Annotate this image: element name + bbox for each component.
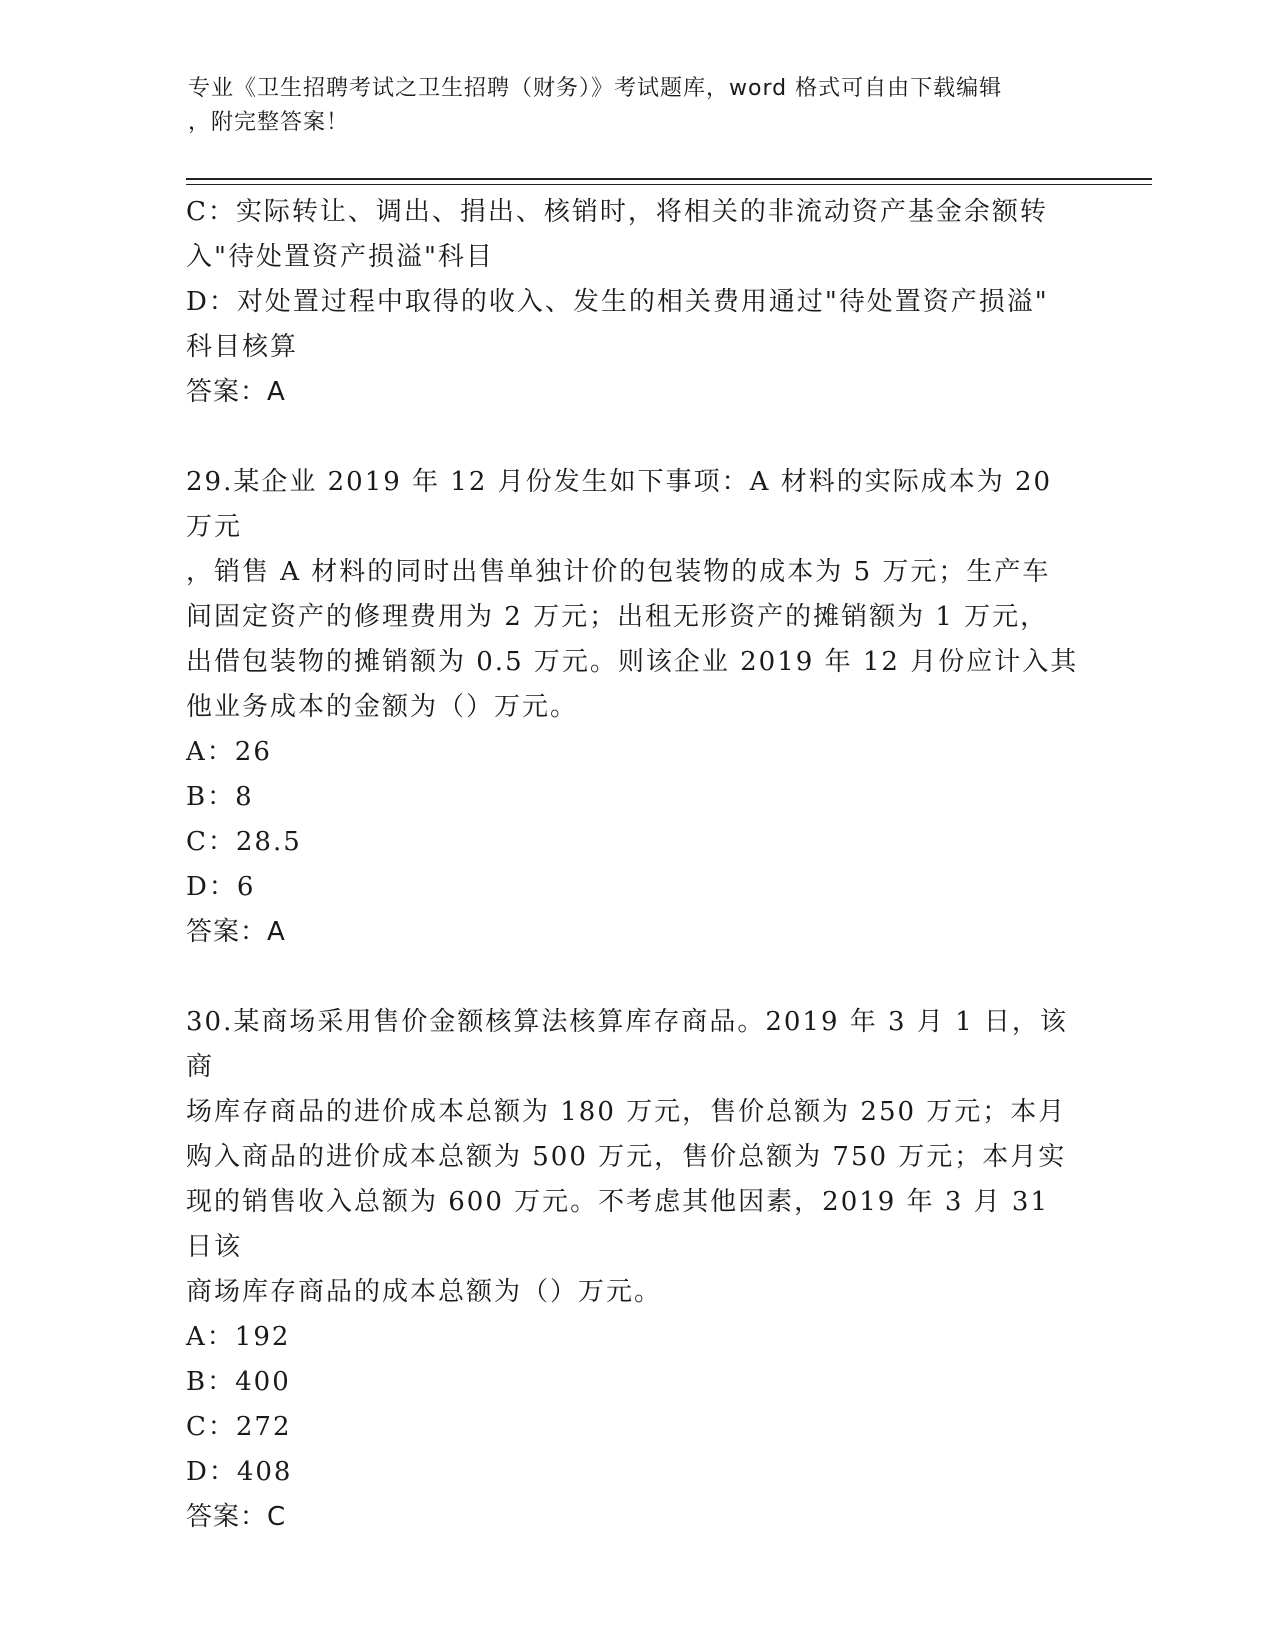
answer-line: 答案：A [186, 917, 286, 947]
question-text-line: 购入商品的进价成本总额为 500 万元，售价总额为 750 万元；本月实 [186, 1142, 1067, 1172]
question-29 [186, 460, 1086, 955]
previous-question-tail [186, 190, 1086, 415]
option-d-line-1: D：对处置过程中取得的收入、发生的相关费用通过"待处置资产损溢" [186, 287, 1049, 317]
question-text-line: 30.某商场采用售价金额核算法核算库存商品。2019 年 3 月 1 日，该商 [186, 1007, 1068, 1082]
option-a: A：192 [186, 1322, 291, 1352]
answer-line: 答案：A [186, 377, 286, 407]
document-body [186, 190, 1086, 1540]
question-30 [186, 1000, 1086, 1540]
document-header [188, 72, 1088, 140]
question-text-line: 间固定资产的修理费用为 2 万元；出租无形资产的摊销额为 1 万元， [186, 602, 1049, 632]
option-c: C：28.5 [186, 827, 302, 857]
question-text-line: ，销售 A 材料的同时出售单独计价的包装物的成本为 5 万元；生产车 [186, 557, 1051, 587]
option-c-line-2: 入"待处置资产损溢"科目 [186, 242, 494, 272]
option-c-line-1: C：实际转让、调出、捐出、核销时，将相关的非流动资产基金余额转 [186, 197, 1048, 227]
header-rule-thin [186, 184, 1152, 185]
option-d-line-2: 科目核算 [186, 332, 299, 362]
question-text-line: 他业务成本的金额为（）万元。 [186, 692, 579, 722]
option-a: A：26 [186, 737, 272, 767]
option-d: D：408 [186, 1457, 293, 1487]
option-c: C：272 [186, 1412, 292, 1442]
option-b: B：400 [186, 1367, 291, 1397]
header-rule-thick [186, 178, 1152, 180]
question-text-line: 现的销售收入总额为 600 万元。不考虑其他因素，2019 年 3 月 31 日该 [186, 1187, 1050, 1262]
option-d: D：6 [186, 872, 256, 902]
header-line-2: ，附完整答案！ [188, 110, 350, 135]
option-b: B：8 [186, 782, 254, 812]
question-text-line: 商场库存商品的成本总额为（）万元。 [186, 1277, 663, 1307]
header-line-1: 专业《卫生招聘考试之卫生招聘（财务）》考试题库，word 格式可自由下载编辑 [188, 76, 1003, 101]
answer-line: 答案：C [186, 1502, 287, 1532]
question-text-line: 出借包装物的摊销额为 0.5 万元。则该企业 2019 年 12 月份应计入其 [186, 647, 1079, 677]
question-text-line: 场库存商品的进价成本总额为 180 万元，售价总额为 250 万元；本月 [186, 1097, 1067, 1127]
question-text-line: 29.某企业 2019 年 12 月份发生如下事项：A 材料的实际成本为 20 万元 [186, 467, 1053, 542]
